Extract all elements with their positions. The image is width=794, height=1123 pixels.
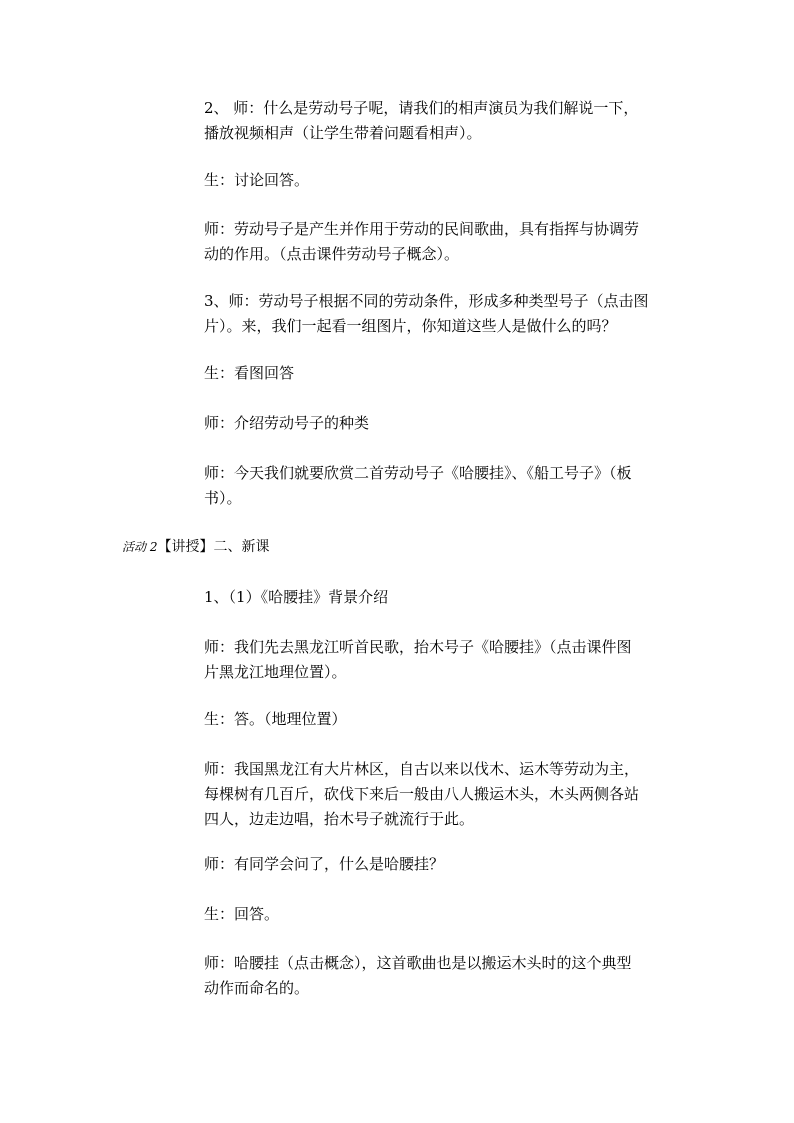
- paragraph-line: 播放视频相声（让学生带着问题看相声）。: [204, 124, 482, 142]
- paragraph-line: 生：回答。: [204, 905, 280, 923]
- paragraph-line: 片黑龙江地理位置）。: [204, 663, 347, 681]
- paragraph-4: [204, 289, 678, 339]
- section-title: 【讲授】二、新课: [157, 539, 270, 555]
- paragraph-3: [204, 217, 678, 267]
- paragraph-10: [204, 707, 678, 732]
- paragraph-line: 生：答。（地理位置）: [204, 710, 347, 728]
- section-heading: [122, 537, 269, 557]
- paragraph-line: 3、师：劳动号子根据不同的劳动条件，形成多种类型号子（点击图: [204, 292, 649, 310]
- paragraph-line: 生：讨论回答。: [204, 171, 310, 189]
- paragraph-line: 师：哈腰挂（点击概念），这首歌曲也是以搬运木头时的这个典型: [204, 954, 632, 972]
- paragraph-line: 片）。来，我们一起看一组图片，你知道这些人是做什么的吗？: [204, 317, 617, 335]
- paragraph-13: [204, 902, 678, 927]
- paragraph-line: 动的作用。（点击课件劳动号子概念）。: [204, 245, 460, 263]
- paragraph-6: [204, 411, 678, 436]
- paragraph-8: [204, 585, 678, 610]
- paragraph-line: 每棵树有几百斤，砍伐下来后一般由八人搬运木头，木头两侧各站: [204, 785, 640, 803]
- paragraph-line: 师：我们先去黑龙江听首民歌，抬木号子《哈腰挂》（点击课件图: [204, 638, 632, 656]
- paragraph-2: [204, 168, 678, 193]
- paragraph-9: [204, 635, 678, 685]
- paragraph-line: 1、（1）《哈腰挂》背景介绍: [204, 588, 389, 606]
- paragraph-line: 师：介绍劳动号子的种类: [204, 414, 370, 432]
- paragraph-14: [204, 951, 678, 1001]
- activity-label: 活动 2: [122, 540, 158, 554]
- paragraph-line: 师：今天我们就要欣赏二首劳动号子《哈腰挂》、《船工号子》（板: [204, 464, 632, 482]
- paragraph-line: 生：看图回答: [204, 364, 295, 382]
- paragraph-12: [204, 852, 678, 877]
- paragraph-line: 师：劳动号子是产生并作用于劳动的民间歌曲，具有指挥与协调劳: [204, 220, 640, 238]
- paragraph-7: [204, 461, 678, 511]
- paragraph-line: 书）。: [204, 489, 242, 507]
- paragraph-line: 师：我国黑龙江有大片林区，自古以来以伐木、运木等劳动为主，: [204, 760, 640, 778]
- paragraph-line: 师：有同学会问了，什么是哈腰挂？: [204, 855, 445, 873]
- paragraph-11: [204, 757, 678, 832]
- paragraph-line: 动作而命名的。: [204, 979, 310, 997]
- paragraph-5: [204, 361, 678, 386]
- paragraph-line: 四人，边走边唱，抬木号子就流行于此。: [204, 810, 475, 828]
- paragraph-line: 2、 师：什么是劳动号子呢，请我们的相声演员为我们解说一下，: [204, 99, 639, 117]
- paragraph-1: [204, 96, 678, 146]
